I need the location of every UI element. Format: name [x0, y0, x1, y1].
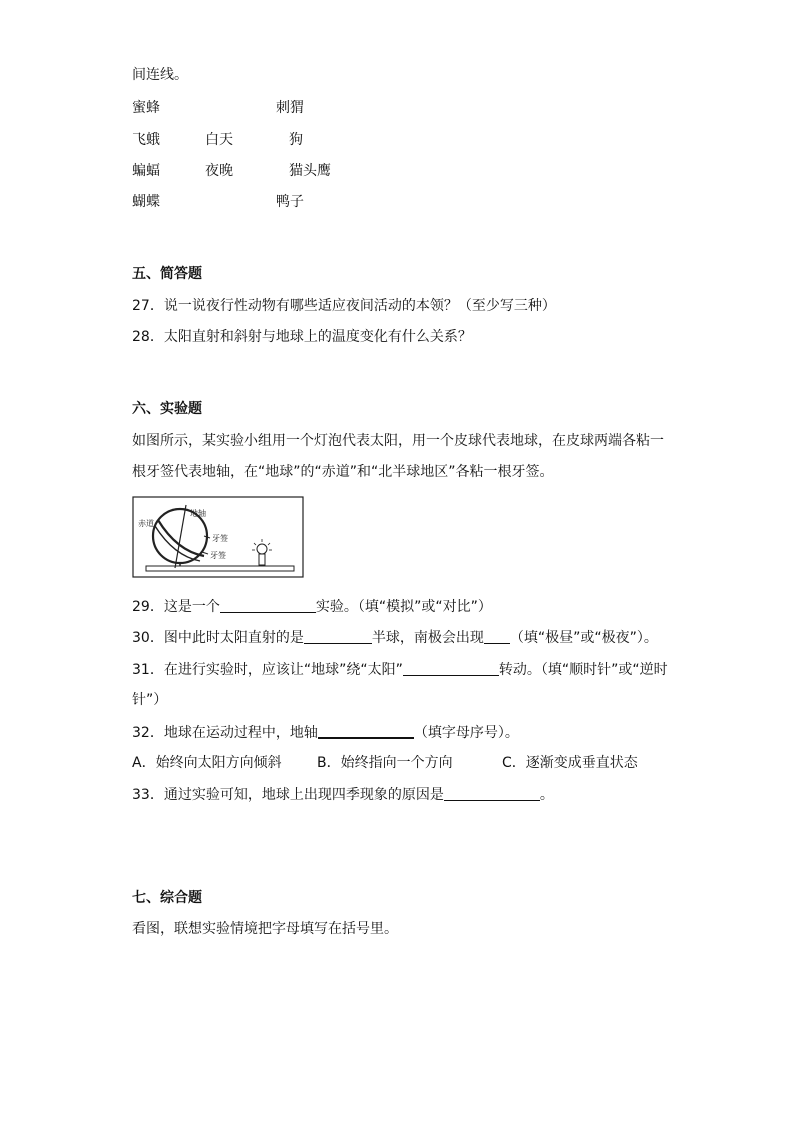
section6-title: 六、实验题	[132, 401, 202, 417]
question-27: 27．说一说夜行性动物有哪些适应夜间活动的本领？（至少写三种）	[132, 298, 556, 314]
experiment-figure	[132, 496, 304, 578]
q32-text-b: （填字母序号）。	[413, 725, 519, 741]
q29-text-b: 实验。（填“模拟”或“对比”）	[315, 599, 492, 615]
question-29	[132, 598, 492, 616]
match-right-dog: 狗	[289, 132, 303, 148]
q33-text-b: 。	[539, 787, 554, 803]
section6-intro-line1: 如图所示，某实验小组用一个灯泡代表太阳，用一个皮球代表地球，在皮球两端各粘一	[132, 433, 664, 449]
section5-title: 五、简答题	[132, 266, 202, 282]
question-32	[132, 723, 519, 742]
section7-intro: 看图，联想实验情境把字母填写在括号里。	[132, 921, 398, 937]
match-left-butterfly: 蝴蝶	[132, 194, 160, 210]
question-31-continued: 针”）	[132, 692, 168, 708]
question-30	[132, 629, 658, 647]
experiment-figure-drawing	[132, 496, 304, 578]
match-right-owl: 猫头鹰	[289, 163, 331, 179]
q32-answer-blank[interactable]	[318, 723, 414, 739]
question-31	[132, 661, 668, 679]
q32-option-a: A．始终向太阳方向倾斜	[132, 755, 282, 771]
q30-text-c: （填“极昼”或“极夜”）。	[509, 630, 658, 646]
q32-option-c: C．逐渐变成垂直状态	[502, 755, 638, 771]
label-toothpick-2: 牙签	[210, 551, 226, 560]
question-28: 28．太阳直射和斜射与地球上的温度变化有什么关系？	[132, 329, 472, 345]
q31-answer-blank[interactable]	[403, 661, 499, 676]
match-right-hedgehog: 刺猬	[276, 100, 304, 116]
q29-answer-blank[interactable]	[220, 598, 316, 613]
q31-text-b: 转动。（填“顺时针”或“逆时	[498, 662, 668, 678]
q30-answer-blank-2[interactable]	[484, 629, 510, 644]
match-mid-night: 夜晚	[205, 163, 233, 179]
q33-answer-blank[interactable]	[444, 786, 540, 801]
label-equator: 赤道	[138, 519, 154, 528]
question-33	[132, 786, 554, 804]
q29-text-a: 29．这是一个	[132, 599, 220, 615]
q30-text-a: 30．图中此时太阳直射的是	[132, 630, 304, 646]
match-left-bee: 蜜蜂	[132, 100, 160, 116]
q31-text-a: 31．在进行实验时，应该让“地球”绕“太阳”	[132, 662, 403, 678]
bulb-icon	[257, 544, 267, 554]
table-base	[146, 566, 294, 571]
label-axis: 地轴	[190, 509, 206, 518]
matching-intro-tail: 间连线。	[132, 67, 188, 83]
section7-title: 七、综合题	[132, 890, 202, 906]
q30-text-b: 半球，南极会出现	[371, 630, 484, 646]
match-left-bat: 蝙蝠	[132, 163, 160, 179]
q33-text-a: 33．通过实验可知，地球上出现四季现象的原因是	[132, 787, 444, 803]
q32-option-b: B．始终指向一个方向	[317, 755, 453, 771]
q30-answer-blank-1[interactable]	[304, 629, 372, 644]
label-toothpick-1: 牙签	[212, 534, 228, 543]
match-left-moth: 飞蛾	[132, 132, 160, 148]
match-mid-daytime: 白天	[205, 132, 233, 148]
match-right-duck: 鸭子	[276, 194, 304, 210]
q32-text-a: 32．地球在运动过程中，地轴	[132, 725, 318, 741]
section6-intro-line2: 根牙签代表地轴，在“地球”的“赤道”和“北半球地区”各粘一根牙签。	[132, 464, 554, 480]
